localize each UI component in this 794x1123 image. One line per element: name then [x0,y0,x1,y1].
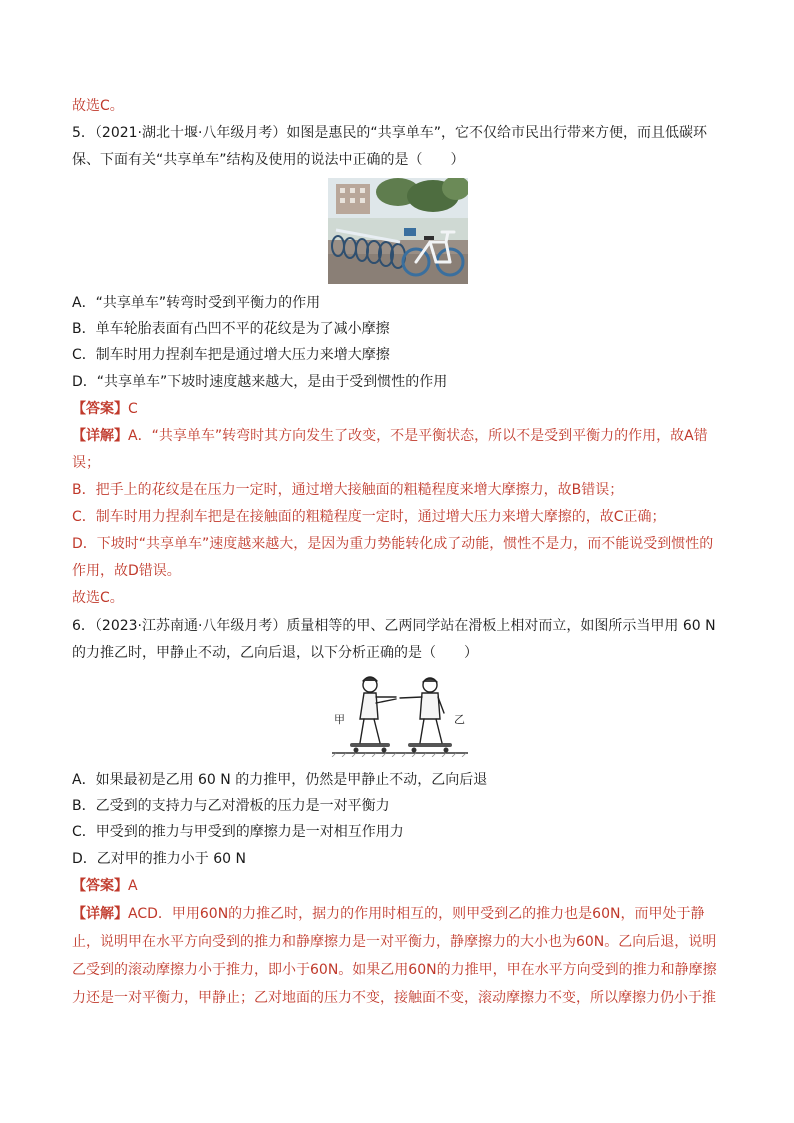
q6-option-a: A．如果最初是乙用 60 N 的力推甲，仍然是甲静止不动，乙向后退 [72,772,488,788]
q5-conclusion: 故选C。 [72,590,124,606]
q5-detail-line-4: C．制车时用力捏刹车把是在接触面的粗糙程度一定时，通过增大压力来增大摩擦的，故C正确； [72,509,666,525]
q5-stem-line-2: 保、下面有关“共享单车”结构及使用的说法中正确的是（ ） [72,152,465,168]
shared-bicycles-photo [328,178,468,284]
q5-answer-value: C [128,401,138,417]
q5-detail-line-2: 误； [72,455,100,471]
q5-answer-tag: 【答案】 [72,401,128,417]
q6-detail-line-1 [72,905,728,923]
q6-detail-line-4: 力还是一对平衡力，甲静止；乙对地面的压力不变，接触面不变，滚动摩擦力不变，所以摩擦力仍小于推 [72,990,716,1006]
q5-detail-line-5: D．下坡时“共享单车”速度越来越大，是因为重力势能转化成了动能，惯性不是力，而不能说受到惯性的 [72,536,714,552]
figure-label-yi: 乙 [454,713,465,726]
q6-detail-text-1: ACD．甲用60N的力推乙时，据力的作用时相互的，则甲受到乙的推力也是60N，而甲处于静 [128,906,705,922]
q6-detail-line-3: 乙受到的滚动摩擦力小于推力，即小于60N。如果乙用60N的力推甲，甲在水平方向受到的推力和静摩擦 [72,962,717,978]
q6-answer [72,877,728,895]
q6-option-b: B．乙受到的支持力与乙对滑板的压力是一对平衡力 [72,798,390,814]
q6-option-c: C．甲受到的推力与甲受到的摩擦力是一对相互作用力 [72,824,404,840]
q5-option-b: B．单车轮胎表面有凸凹不平的花纹是为了减小摩擦 [72,321,390,337]
q5-detail-text-1: A．“共享单车”转弯时其方向发生了改变，不是平衡状态，所以不是受到平衡力的作用，故A错 [128,428,708,444]
q6-detail-tag: 【详解】 [72,906,128,922]
q5-option-d: D．“共享单车”下坡时速度越来越大，是由于受到惯性的作用 [72,374,448,390]
q5-answer [72,400,728,418]
q5-detail-tag: 【详解】 [72,428,128,444]
previous-conclusion: 故选C。 [72,98,124,114]
skateboard-push-figure [330,673,470,757]
q6-detail-line-2: 止，说明甲在水平方向受到的推力和静摩擦力是一对平衡力，静摩擦力的大小也为60N。乙向后退，说明 [72,934,717,950]
q6-stem-line-2: 的力推乙时，甲静止不动，乙向后退，以下分析正确的是（ ） [72,645,478,661]
q6-answer-value: A [128,878,138,894]
q5-option-a: A．“共享单车”转弯时受到平衡力的作用 [72,295,321,311]
q5-detail-line-1 [72,427,728,445]
q6-option-d: D．乙对甲的推力小于 60 N [72,851,246,867]
q6-answer-tag: 【答案】 [72,878,128,894]
figure-label-jia: 甲 [334,713,345,726]
q5-stem-line-1: 5．（2021·湖北十堰·八年级月考）如图是惠民的“共享单车”，它不仅给市民出行带来方便，而且低碳环 [72,125,707,141]
q5-detail-line-3: B．把手上的花纹是在压力一定时，通过增大接触面的粗糙程度来增大摩擦力，故B错误； [72,482,624,498]
q6-stem-line-1: 6．（2023·江苏南通·八年级月考）质量相等的甲、乙两同学站在滑板上相对而立，如图所示当甲用 60 N [72,618,716,634]
q5-option-c: C．制车时用力捏刹车把是通过增大压力来增大摩擦 [72,347,390,363]
q5-detail-line-6: 作用，故D错误。 [72,563,181,579]
